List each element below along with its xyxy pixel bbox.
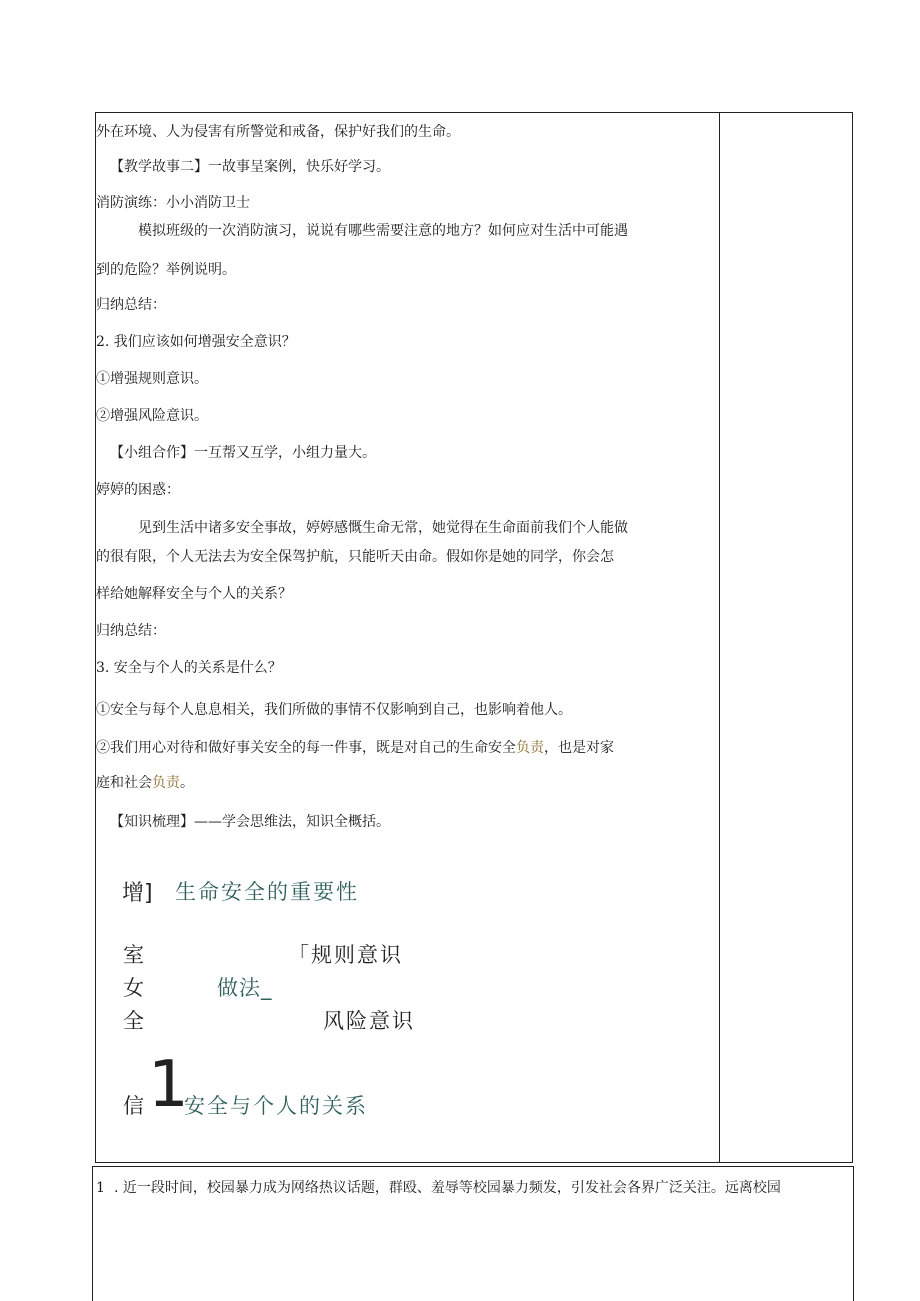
text-segment: ，也是对家: [544, 740, 614, 756]
review-heading: 【知识梳理】——学会思维法，知识全概括。: [110, 814, 390, 830]
highlight-text: 负责: [516, 740, 544, 756]
text-line: 外在环境、人为侵害有所警觉和戒备，保护好我们的生命。: [96, 124, 460, 140]
mindmap-number: 1: [148, 1048, 189, 1122]
mindmap-relation: 安全与个人的关系: [184, 1094, 368, 1118]
list-item: ②增强风险意识。: [96, 408, 208, 424]
mindmap-root-mark: 增]: [122, 881, 153, 906]
drill-heading: 消防演练：小小消防卫士: [96, 195, 250, 211]
text-line: [96, 774, 194, 792]
summary-label: 归纳总结：: [96, 623, 166, 639]
mindmap-method: 做法_: [217, 976, 273, 1000]
table-bottom-border: [95, 1162, 853, 1163]
mindmap-side-char: 信: [123, 1094, 144, 1118]
text-line: 的很有限，个人无法去为安全保驾护航，只能听天由命。假如你是她的同学，你会怎: [96, 549, 614, 565]
table2-top-border: [92, 1166, 854, 1167]
table-right-border: [852, 112, 853, 1163]
list-item: ①安全与每个人息息相关，我们所做的事情不仅影响到自己，也影响着他人。: [96, 702, 572, 718]
text-line: 婷婷的困惑：: [96, 482, 180, 498]
mindmap-side-char: 女: [123, 976, 144, 1000]
mindmap-side-char: 室: [123, 943, 144, 967]
text-line: 到的危险？举例说明。: [96, 262, 236, 278]
text-segment: 庭和社会: [96, 775, 152, 791]
highlight-text: 负责: [152, 775, 180, 791]
list-item: ①增强规则意识。: [96, 371, 208, 387]
text-line: 样给她解释安全与个人的关系？: [96, 586, 292, 602]
mindmap-title: 生命安全的重要性: [175, 880, 359, 904]
text-segment: ②我们用心对待和做好事关安全的每一件事，既是对自己的生命安全: [96, 740, 516, 756]
table2-right-border: [853, 1166, 854, 1301]
list-item: [96, 739, 614, 757]
summary-label: 归纳总结：: [96, 297, 166, 313]
group-heading: 【小组合作】一互帮又互学，小组力量大。: [110, 445, 376, 461]
mindmap-risk-awareness: 风险意识: [323, 1009, 415, 1033]
story-heading: 【教学故事二】一故事呈案例，快乐好学习。: [110, 159, 390, 175]
table-middle-divider: [719, 112, 720, 1163]
mindmap-side-char: 全: [123, 1009, 144, 1033]
text-line: 模拟班级的一次消防演习，说说有哪些需要注意的地方？如何应对生活中可能遇: [138, 223, 628, 239]
table2-left-border: [92, 1166, 93, 1301]
mindmap-rule-awareness: 「规则意识: [288, 943, 403, 967]
text-line: 见到生活中诸多安全事故，婷婷感慨生命无常，她觉得在生命面前我们个人能做: [138, 520, 628, 536]
question-heading: 3. 安全与个人的关系是什么？: [96, 660, 282, 676]
question-text: . 近一段时间，校园暴力成为网络热议话题，群殴、羞辱等校园暴力频发，引发社会各界广泛关注。远离校园: [114, 1180, 781, 1196]
text-segment: 。: [180, 775, 194, 791]
table-top-border: [95, 112, 853, 113]
question-heading: 2. 我们应该如何增强安全意识？: [96, 334, 296, 350]
question-number: 1: [96, 1180, 105, 1196]
